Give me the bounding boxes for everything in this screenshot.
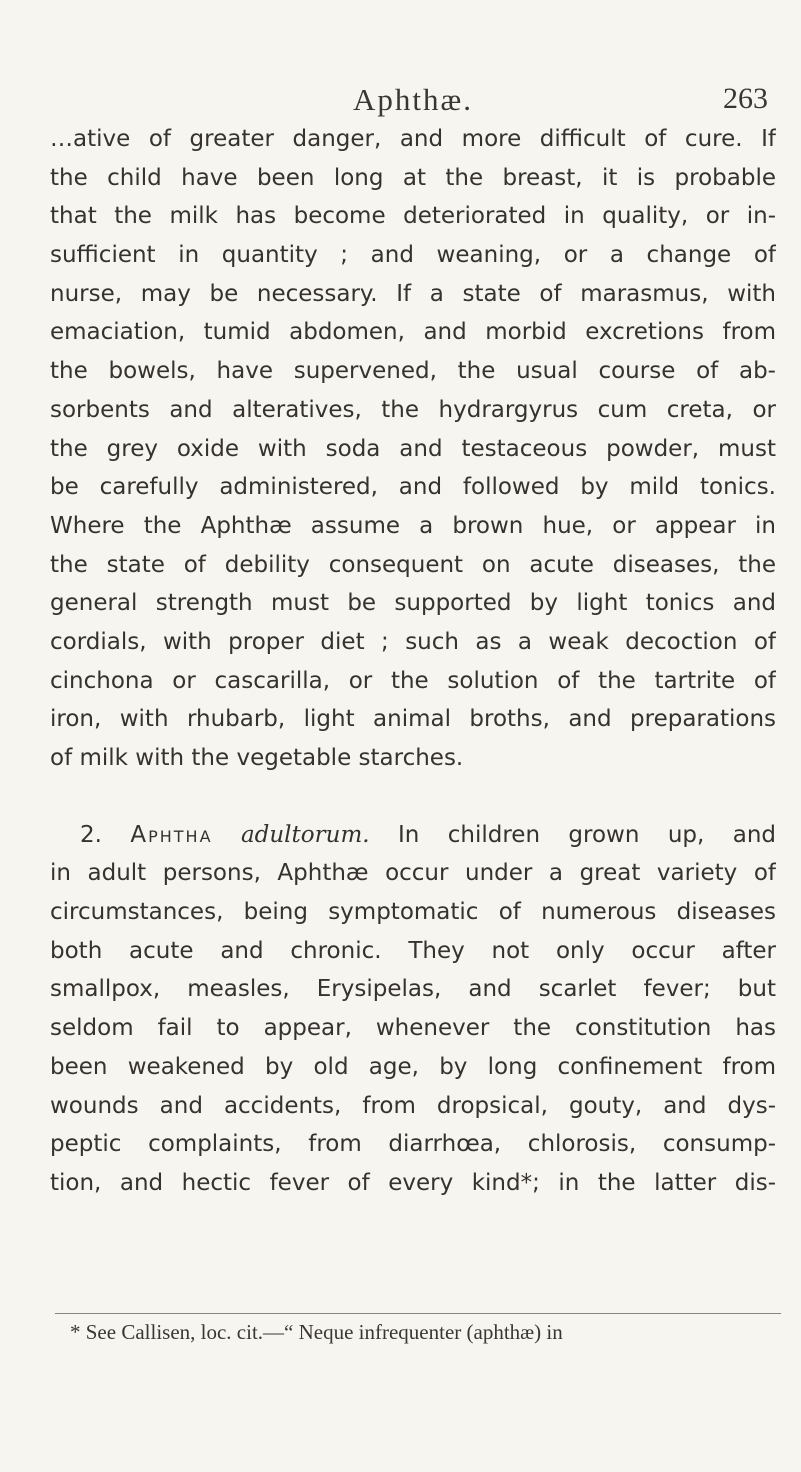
text-line: been weakened by old age, by long confinement from [50,1053,776,1080]
text-line: iron, with rhubarb, light animal broths, and preparations [50,706,776,733]
section-heading-line [50,816,776,855]
text-line: sorbents and alteratives, the hydrargyrus cum creta, or [50,396,776,423]
text-line: the bowels, have supervened, the usual course of ab- [50,358,776,385]
footnote-rule [55,1313,781,1314]
text-line: seldom fail to appear, whenever the constitution has [50,1015,776,1042]
section-title-italic: adultorum. [240,821,370,848]
text-line: both acute and chronic. They not only occur after [50,937,776,964]
text-line: in adult persons, Aphthæ occur under a great variety of [50,860,776,887]
text-line: wounds and accidents, from dropsical, gouty, and dys- [50,1092,776,1119]
text-line: sufficient in quantity ; and weaning, or a change of [50,242,776,269]
text-line: tion, and hectic fever of every kind*; in the latter dis- [50,1169,776,1196]
text-line: nurse, may be necessary. If a state of marasmus, with [50,280,776,307]
text-line: that the milk has become deteriorated in quality, or in- [50,203,776,230]
page-number: 263 [723,82,768,115]
text-line: the grey oxide with soda and testaceous powder, must [50,435,776,462]
section-number: 2. [80,821,102,848]
text-line: the child have been long at the breast, it is probable [50,164,776,191]
text-line: emaciation, tumid abdomen, and morbid excretions from [50,319,776,346]
text-line: peptic complaints, from diarrhœa, chlorosis, consump- [50,1131,776,1158]
text-line: smallpox, measles, Erysipelas, and scarlet fever; but [50,976,776,1003]
text-line: cinchona or cascarilla, or the solution of the tartrite of [50,667,776,694]
paragraph-gap [50,778,776,816]
text-line: …ative of greater danger, and more difficult of cure. If [50,126,776,152]
text-line: the state of debility consequent on acute diseases, the [50,551,776,578]
text-line: cordials, with proper diet ; such as a weak decoction of [50,628,776,655]
text-line: be carefully administered, and followed by mild tonics. [50,474,776,501]
text-line: of milk with the vegetable starches. [50,745,464,771]
page-header [50,82,776,118]
body-text [50,120,776,1203]
section-first-line-text: In children grown up, and [397,821,776,848]
footnote: * See Callisen, loc. cit.—“ Neque infrequenter (aphthæ) in [70,1320,563,1344]
running-head: Aphthæ. [353,82,473,117]
text-line: circumstances, being symptomatic of numerous diseases [50,899,776,926]
section-title: Aphtha [130,821,213,848]
paragraph-2 [50,816,776,1203]
text-line: general strength must be supported by light tonics and [50,590,776,617]
paragraph-1 [50,120,776,778]
text-line: Where the Aphthæ assume a brown hue, or appear in [50,512,776,539]
